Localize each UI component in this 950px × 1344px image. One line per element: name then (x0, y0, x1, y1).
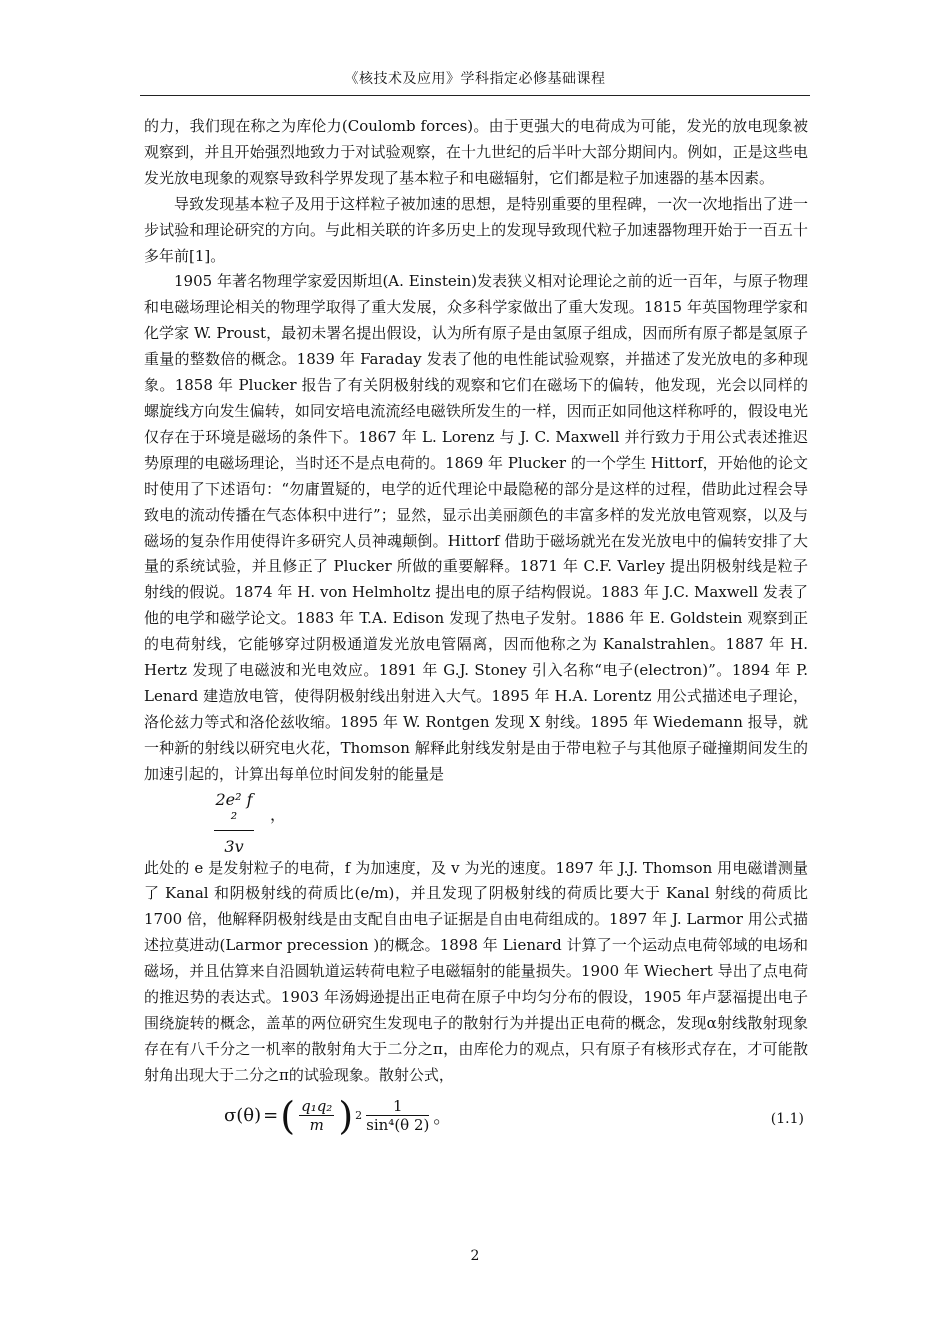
sine-fraction (366, 1097, 429, 1134)
fraction-numerator: 2e² f ² (214, 790, 254, 831)
paragraph-1: 的力，我们现在称之为库伦力(Coulomb forces)。由于更强大的电荷成为可能，发光的放电现象被观察到，并且开始强烈地致力于对试验观察，在十九世纪的后半叶大部分期间内。例如，正是这些电发光放电现象的观察导致科学界发现了基本粒子和电磁辐射，它们都是粒子加速器的基本因素。 (144, 117, 808, 187)
equation-lhs: σ(θ) (224, 1105, 262, 1127)
equation-equals: = (263, 1105, 279, 1127)
equation-punctuation: 。 (433, 1106, 452, 1128)
fraction-denominator: 3v (224, 836, 244, 856)
paragraph-4: 此处的 e 是发射粒子的电荷，f 为加速度，及 v 为光的速度。1897 年 J.J. Thomson 用电磁谱测量了 Kanal 和阴极射线的荷质比(e/m)，并且发现了阴极射线的荷质比要大于 Kanal 射线的荷质比 1700 倍，他解释阴极射线是由支配自由电子证据是自由电荷组成的。1897 年 J. Larmor 用公式描述拉莫进动(Larmor precession )的概念。1898 年 Lienard 计算了一个运动点电荷邻域的电场和磁场，并且估算来自沿圆轨道运转荷电粒子电磁辐射的能量损失。1900 年 Wiechert 导出了点电荷的推迟势的表达式。1903 年汤姆逊提出正电荷在原子中均匀分布的假设，1905 年卢瑟福提出电子围绕旋转的概念，盖革的两位研究生发现电子的散射行为并提出正电荷的概念，发现α射线散射现象存在有八千分之一机率的散射角大于二分之π，由库伦力的观点，只有原子有核形式存在，才可能散射角出现大于二分之π的试验现象。散射公式， (144, 858, 808, 1084)
sine-denominator: sin⁴(θ 2) (366, 1116, 430, 1135)
mass-symbol: m (309, 1116, 324, 1135)
energy-formula (144, 788, 808, 856)
sine-numerator: 1 (366, 1097, 429, 1116)
left-paren: ( (280, 1093, 296, 1138)
page-number: 2 (470, 1248, 480, 1264)
right-paren: ) (338, 1093, 354, 1138)
header-rule (140, 95, 810, 96)
energy-fraction (214, 790, 254, 856)
charge-product: q₁q₂ (301, 1097, 333, 1116)
equation-number: (1.1) (770, 1110, 804, 1127)
document-body (144, 114, 808, 1155)
paragraph-2: 导致发现基本粒子及用于这样粒子被加速的思想，是特别重要的里程碑，一次一次地指出了进一步试验和理论研究的方向。与此相关联的许多历史上的发现导致现代粒子加速器物理开始于一百五十多年前[1]。 (144, 194, 808, 265)
page-header: 《核技术及应用》学科指定必修基础课程 (344, 71, 606, 87)
exponent: 2 (355, 1109, 363, 1123)
scattering-equation (144, 1089, 808, 1155)
equation-body (224, 1093, 452, 1138)
charge-mass-fraction (299, 1097, 334, 1134)
formula-punctuation: ， (270, 804, 287, 824)
paragraph-3: 1905 年著名物理学家爱因斯坦(A. Einstein)发表狭义相对论理论之前的近一百年，与原子物理和电磁场理论相关的物理学取得了重大发展，众多科学家做出了重大发现。1815 年英国物理学家和化学家 W. Proust，最初未署名提出假设，认为所有原子是由氢原子组成，因而所有原子都是氢原子重量的整数倍的概念。1839 年 Faraday 发表了他的电性能试验观察，并描述了发光放电的多种现象。1858 年 Plucker 报告了有关阴极射线的观察和它们在磁场下的偏转，他发现，光会以同样的螺旋线方向发生偏转，如同安培电流流经电磁铁所发生的一样，因而正如同他这样称呼的，假设电光仅存在于环境是磁场的条件下。1867 年 L. Lorenz 与 J. C. Maxwell 并行致力于用公式表述推迟势原理的电磁场理论，当时还不是点电荷的。1869 年 Plucker 的一个学生 Hittorf，开始他的论文时使用了下述语句：“勿庸置疑的，电学的近代理论中最隐秘的部分是这样的过程，借助此过程会导致电的流动传播在气态体积中进行”；显然，显示出美丽颜色的丰富多样的发光放电管观察，以及与磁场的复杂作用使得许多研究人员神魂颠倒。Hittorf 借助于磁场就光在发光放电中的偏转安排了大量的系统试验，并且修正了 Plucker 所做的重要解释。1871 年 C.F. Varley 提出阴极射线是粒子射线的假说。1874 年 H. von Helmholtz 提出电的原子结构假说。1883 年 J.C. Maxwell 发表了他的电学和磁学论文。1883 年 T.A. Edison 发现了热电子发射。1886 年 E. Goldstein 观察到正的电荷射线，它能够穿过阴极通道发光放电管隔离，因而他称之为 Kanalstrahlen。1887 年 H. Hertz 发现了电磁波和光电效应。1891 年 G.J. Stoney 引入名称“电子(electron)”。1894 年 P. Lenard 建造放电管，使得阴极射线出射进入大气。1895 年 H.A. Lorentz 用公式描述电子理论，洛伦兹力等式和洛伦兹收缩。1895 年 W. Rontgen 发现 X 射线。1895 年 Wiedemann 报导，就一种新的射线以研究电火花，Thomson 解释此射线发射是由于带电粒子与其他原子碰撞期间发生的加速引起的，计算出每单位时间发射的能量是 (144, 272, 808, 783)
